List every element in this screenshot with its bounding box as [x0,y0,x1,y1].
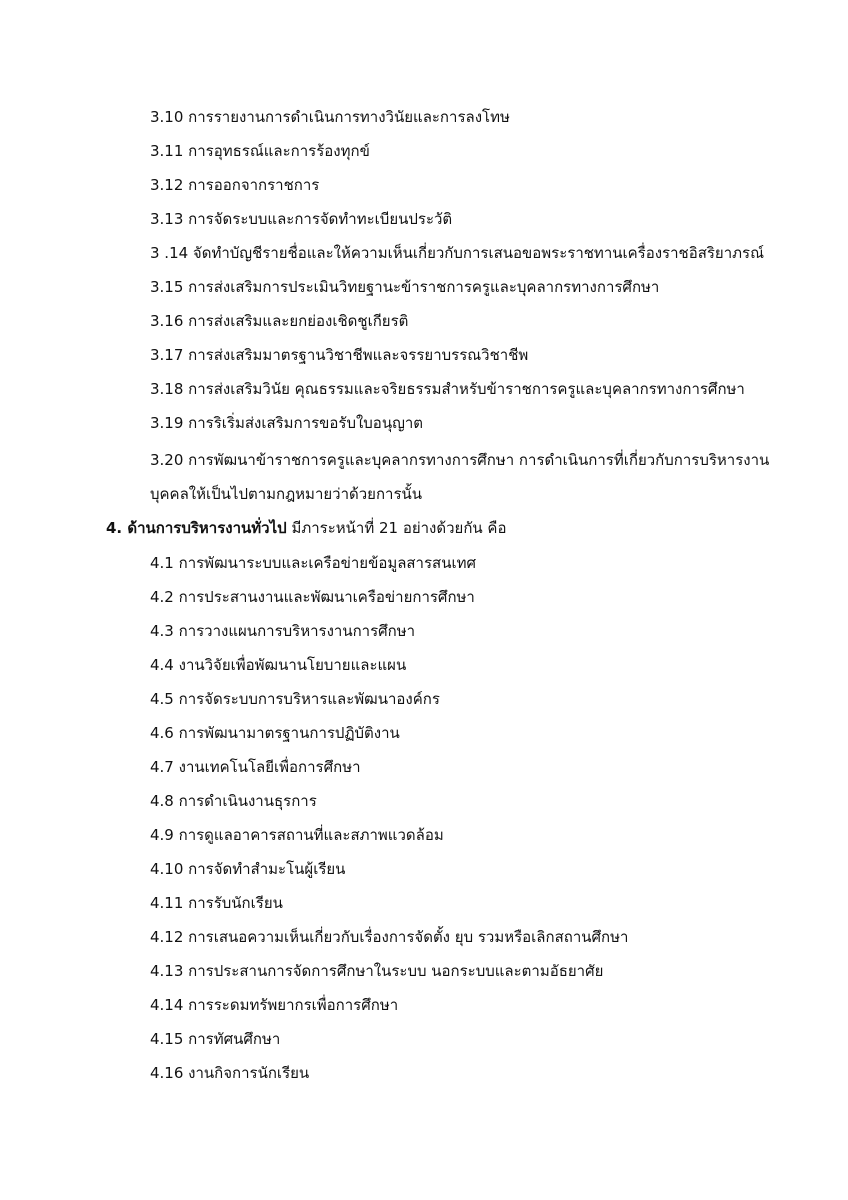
list-item: 4.12 การเสนอความเห็นเกี่ยวกับเรื่องการจัดตั้ง ยุบ รวมหรือเลิกสถานศึกษา [150,928,629,946]
list-item: 4.3 การวางแผนการบริหารงานการศึกษา [150,622,416,640]
list-item: 4.13 การประสานการจัดการศึกษาในระบบ นอกระบบและตามอัธยาศัย [150,962,604,980]
list-item: 3.19 การริเริ่มส่งเสริมการขอรับใบอนุญาต [150,414,424,432]
list-item: 4.14 การระดมทรัพยากรเพื่อการศึกษา [150,996,399,1014]
list-item: 4.16 งานกิจการนักเรียน [150,1064,310,1082]
list-item: 4.10 การจัดทำสำมะโนผู้เรียน [150,860,346,878]
list-item: 3.15 การส่งเสริมการประเมินวิทยฐานะข้าราชการครูและบุคลากรทางการศึกษา [150,278,660,296]
section-heading-line [106,518,506,538]
list-item: 4.4 งานวิจัยเพื่อพัฒนานโยบายและแผน [150,656,407,674]
list-item: 4.8 การดำเนินงานธุรการ [150,792,317,810]
list-item: 4.5 การจัดระบบการบริหารและพัฒนาองค์กร [150,690,440,708]
list-item: 3.13 การจัดระบบและการจัดทำทะเบียนประวัติ [150,210,453,228]
section-heading-description: มีภาระหน้าที่ 21 อย่างด้วยกัน คือ [286,519,507,537]
section-heading: 4. ด้านการบริหารงานทั่วไป [106,519,287,537]
list-item: 4.1 การพัฒนาระบบและเครือข่ายข้อมูลสารสนเทศ [150,554,476,572]
list-item: 3.20 การพัฒนาข้าราชการครูและบุคลากรทางการศึกษา การดำเนินการที่เกี่ยวกับการบริหารงาน [150,451,770,469]
list-item: 3.10 การรายงานการดำเนินการทางวินัยและการลงโทษ [150,108,510,126]
list-item: 3.12 การออกจากราชการ [150,176,320,194]
list-item: 3.16 การส่งเสริมและยกย่องเชิดชูเกียรติ [150,312,409,330]
list-item: 4.11 การรับนักเรียน [150,894,283,912]
list-item: 3.18 การส่งเสริมวินัย คุณธรรมและจริยธรรมสำหรับข้าราชการครูและบุคลากรทางการศึกษา [150,380,745,398]
list-item-continuation: บุคคลให้เป็นไปตามกฎหมายว่าด้วยการนั้น [150,485,423,503]
list-item: 4.2 การประสานงานและพัฒนาเครือข่ายการศึกษา [150,588,475,606]
list-item: 3 .14 จัดทำบัญชีรายชื่อและให้ความเห็นเกี่ยวกับการเสนอขอพระราชทานเครื่องราชอิสริยาภรณ์ [150,244,765,262]
list-item: 4.6 การพัฒนามาตรฐานการปฏิบัติงาน [150,724,400,742]
list-item: 3.17 การส่งเสริมมาตรฐานวิชาชีพและจรรยาบรรณวิชาชีพ [150,346,529,364]
list-item: 4.15 การทัศนศึกษา [150,1030,281,1048]
list-item: 4.7 งานเทคโนโลยีเพื่อการศึกษา [150,758,361,776]
list-item: 4.9 การดูแลอาคารสถานที่และสภาพแวดล้อม [150,826,444,844]
list-item: 3.11 การอุทธรณ์และการร้องทุกข์ [150,142,370,160]
